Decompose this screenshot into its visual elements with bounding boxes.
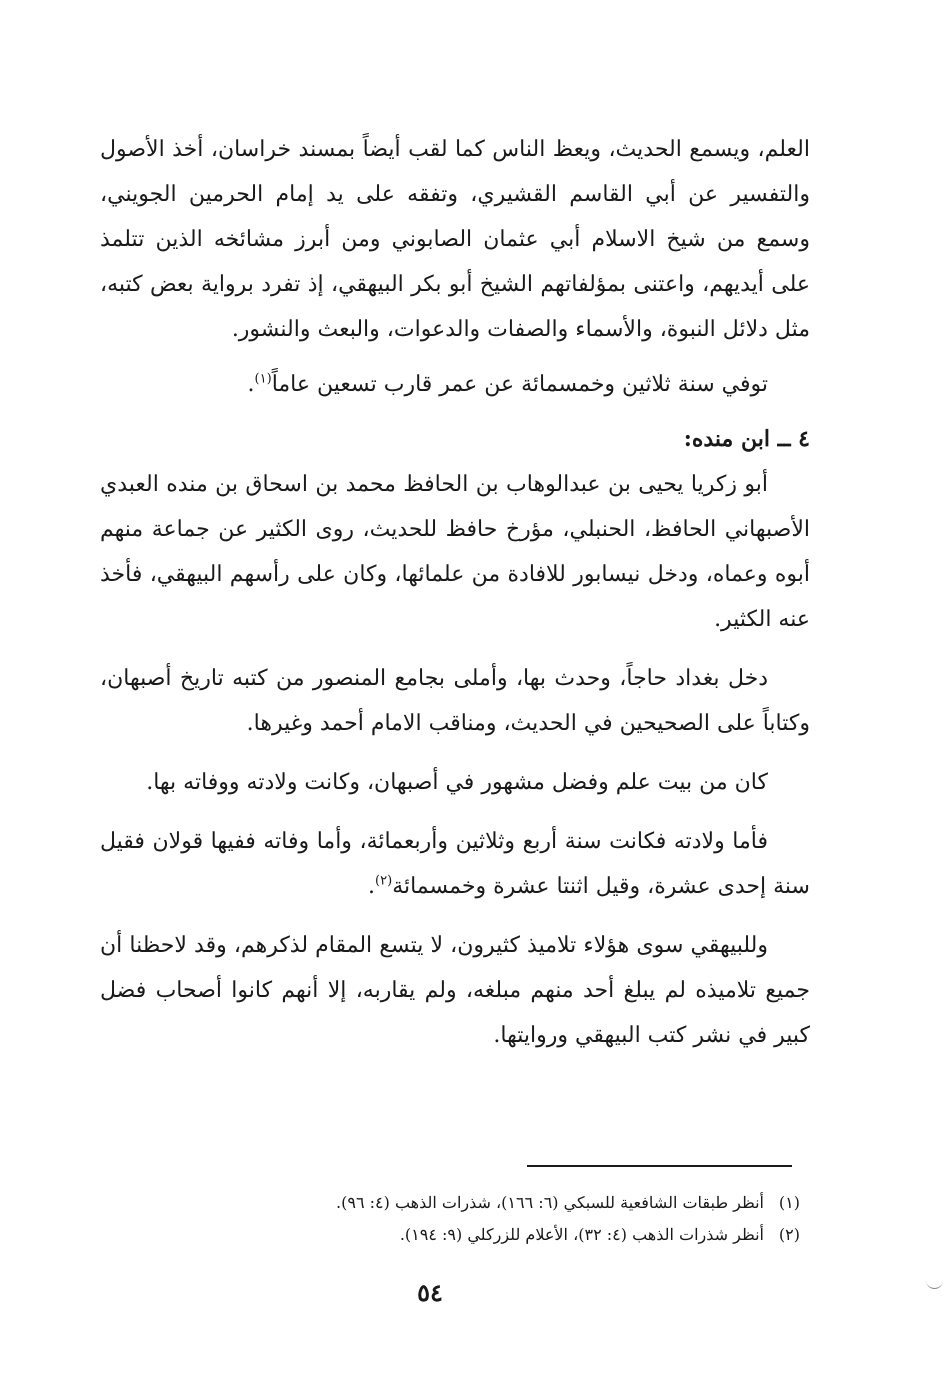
paragraph-gap bbox=[100, 746, 810, 760]
paragraph-birth-death: فأما ولادته فكانت سنة أربع وثلاثين وأربعمائة، وأما وفاته ففيها قولان فقيل سنة إحدى عشرة، وقيل اثنتا عشرة وخمسمائة$^{(٢)}$. bbox=[100, 829, 810, 899]
paragraph-family: كان من بيت علم وفضل مشهور في أصبهان، وكانت ولادته ووفاته بها. bbox=[146, 770, 768, 795]
main-text bbox=[100, 127, 810, 1058]
footnote-text: أنظر شذرات الذهب (٤: ٣٢)، الأعلام للزركلي (٩: ١٩٤). bbox=[399, 1225, 764, 1244]
footnote-text: أنظر طبقات الشافعية للسبكي (٦: ١٦٦)، شذرات الذهب (٤: ٩٦). bbox=[336, 1193, 764, 1212]
paragraph-other-students: وللبيهقي سوى هؤلاء تلاميذ كثيرون، لا يتسع المقام لذكرهم، وقد لاحظنا أن جميع تلاميذه لم يبلغ أحد منهم مبلغه، ولم يقاربه، إلا أنهم كانوا أصحاب فضل كبير في نشر كتب البيهقي وروايتها. bbox=[100, 933, 810, 1048]
page-number: ٥٤ bbox=[417, 1278, 443, 1307]
footnote-ref[interactable]: (٢) bbox=[375, 873, 393, 889]
footnote-divider bbox=[527, 1165, 792, 1167]
footnote-item bbox=[100, 1219, 800, 1251]
paragraph-death-date: توفي سنة ثلاثين وخمسمائة عن عمر قارب تسعين عاماً$^{(١)}$. bbox=[247, 371, 768, 397]
footnote-number: (١) bbox=[778, 1193, 800, 1212]
paragraph-gap bbox=[100, 407, 810, 417]
paragraph-baghdad: دخل بغداد حاجاً، وحدث بها، وأملى بجامع المنصور من كتبه تاريخ أصبهان، وكتاباً على الصحيحين في الحديث، ومناقب الامام أحمد وغيرها. bbox=[100, 666, 810, 736]
paragraph-biography-continued: العلم، ويسمع الحديث، ويعظ الناس كما لقب أيضاً بمسند خراسان، أخذ الأصول والتفسير عن أبي القاسم القشيري، وتفقه على يد إمام الحرمين الجويني، وسمع من شيخ الاسلام أبي عثمان الصابوني ومن أبرز مشائخه الذين تتلمذ على أيديهم، واعتنى بمؤلفاتهم الشيخ أبو بكر البيهقي، إذ تفرد برواية بعض كتبه، مثل دلائل النبوة، والأسماء والصفات والدعوات، والبعث والنشور. bbox=[100, 137, 810, 342]
paragraph-text: توفي سنة ثلاثين وخمسمائة عن عمر قارب تسعين عاماً bbox=[271, 372, 768, 397]
footnotes bbox=[100, 1187, 800, 1251]
paragraph-text: فأما ولادته فكانت سنة أربع وثلاثين وأربعمائة، وأما وفاته ففيها قولان فقيل سنة إحدى عشرة، وقيل اثنتا عشرة وخمسمائة bbox=[100, 829, 810, 899]
footnote-number: (٢) bbox=[778, 1225, 800, 1244]
paragraph-ibn-mandah-intro: أبو زكريا يحيى بن عبدالوهاب بن الحافظ محمد بن اسحاق بن منده العبدي الأصبهاني الحافظ، الحنبلي، مؤرخ حافظ للحديث، روى الكثير عن جماعة منهم أبوه وعماه، ودخل نيسابور للافادة من علمائها، وكان على رأسهم البيهقي، فأخذ عنه الكثير. bbox=[100, 472, 810, 632]
footnote-ref[interactable]: (١) bbox=[254, 371, 272, 387]
page-edge-mark bbox=[926, 1270, 943, 1289]
paragraph-gap bbox=[100, 805, 810, 819]
footnote-item bbox=[100, 1187, 800, 1219]
paragraph-gap bbox=[100, 352, 810, 362]
paragraph-gap bbox=[100, 642, 810, 656]
paragraph-gap bbox=[100, 909, 810, 923]
section-heading: ٤ ــ ابن منده: bbox=[683, 426, 810, 452]
